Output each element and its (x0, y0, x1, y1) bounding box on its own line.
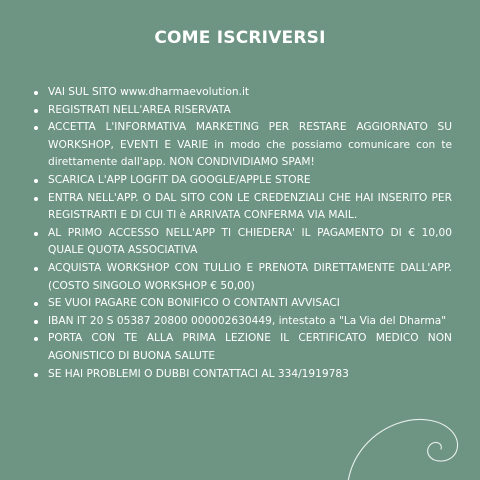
list-item-text: IBAN IT 20 S 05387 20800 000002630449, intestato a "La Via del Dharma" (48, 314, 447, 327)
list-item (34, 260, 452, 295)
bullet-icon (34, 179, 38, 183)
bullet-icon (34, 337, 38, 341)
bullet-icon (34, 320, 38, 324)
list-item-text: ACCETTA L'INFORMATIVA MARKETING PER RESTARE AGGIORNATO SU WORKSHOP, EVENTI E VARIE in modo che possiamo comunicare con te direttamente dall'app. NON CONDIVIDIAMO SPAM! (48, 121, 452, 169)
bullet-icon (34, 232, 38, 236)
bullet-icon (34, 126, 38, 130)
list-item (34, 102, 452, 120)
page-title: COME ISCRIVERSI (154, 28, 326, 48)
list-item-text: VAI SUL SITO www.dharmaevolution.it (48, 86, 250, 98)
bullet-icon (34, 91, 38, 95)
list-item (34, 330, 452, 365)
list-item (34, 172, 452, 190)
swirl-ornament (340, 390, 480, 480)
list-item-text: ENTRA NELL'APP. O DAL SITO CON LE CREDENZIALI CHE HAI INSERITO PER REGISTRARTI E DI CUI TI è ARRIVATA CONFERMA VIA MAIL. (48, 191, 452, 222)
list-item-text: SCARICA L'APP LOGFIT DA GOOGLE/APPLE STORE (48, 173, 311, 186)
bullet-icon (34, 373, 38, 377)
list-item-text: AL PRIMO ACCESSO NELL'APP TI CHIEDERA' IL PAGAMENTO DI € 10,00 QUALE QUOTA ASSOCIATIVA (48, 226, 452, 257)
bullet-icon (34, 302, 38, 306)
list-item (34, 366, 452, 384)
list-item (34, 295, 452, 313)
list-item-text: ACQUISTA WORKSHOP CON TULLIO E PRENOTA DIRETTAMENTE DALL'APP. (COSTO SINGOLO WORKSHOP € 50,00) (48, 261, 452, 292)
list-item (34, 313, 452, 331)
bullet-icon (34, 267, 38, 271)
list-item-text: PORTA CON TE ALLA PRIMA LEZIONE IL CERTIFICATO MEDICO NON AGONISTICO DI BUONA SALUTE (48, 332, 452, 362)
list-item (34, 190, 452, 225)
list-item (34, 225, 452, 260)
bullet-icon (34, 109, 38, 113)
bullet-icon (34, 197, 38, 201)
list-item (34, 84, 452, 102)
list-item (34, 119, 452, 172)
instruction-list (34, 84, 452, 383)
list-item-text: SE VUOI PAGARE CON BONIFICO O CONTANTI AVVISACI (48, 297, 340, 310)
list-item-text: REGISTRATI NELL'AREA RISERVATA (48, 103, 231, 116)
list-item-text: SE HAI PROBLEMI O DUBBI CONTATTACI AL 334/1919783 (48, 367, 349, 380)
